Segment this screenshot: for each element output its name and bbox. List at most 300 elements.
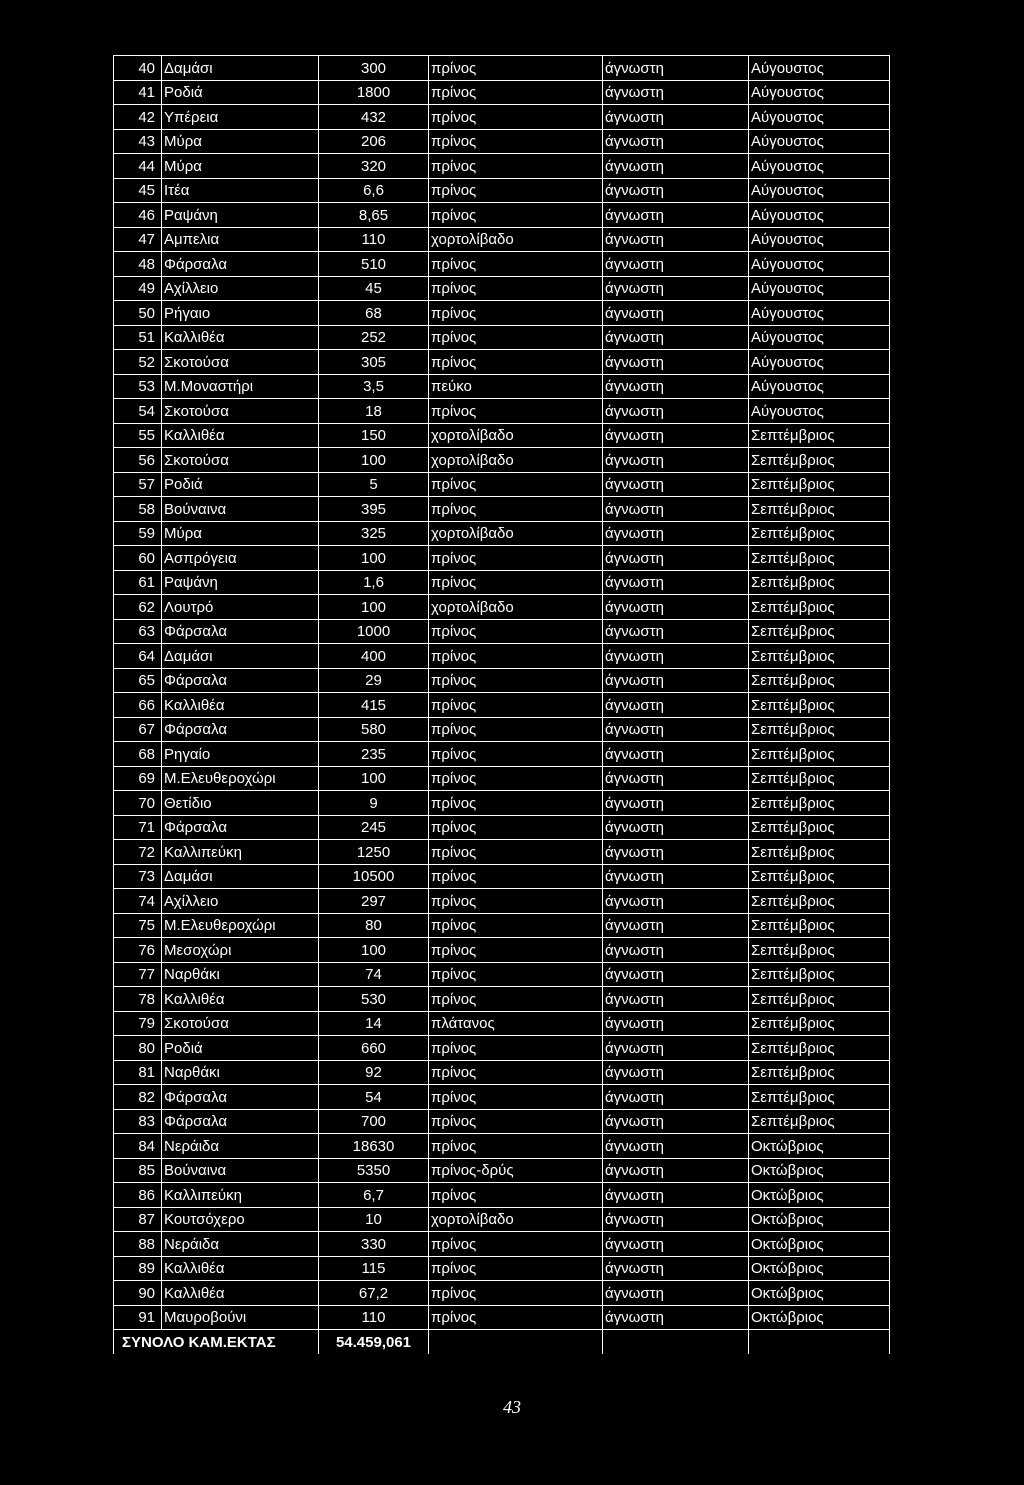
cell-vegetation: χορτολίβαδο <box>429 448 603 473</box>
cell-burned-area: 305 <box>319 350 429 375</box>
cell-number: 49 <box>114 276 162 301</box>
cell-month: Σεπτέμβριος <box>749 1109 890 1134</box>
cell-number: 81 <box>114 1060 162 1085</box>
cell-location: Φάρσαλα <box>162 815 319 840</box>
cell-location: Μύρα <box>162 129 319 154</box>
cell-vegetation: πρίνος <box>429 1183 603 1208</box>
table-row <box>114 864 890 889</box>
cell-month: Αύγουστος <box>749 203 890 228</box>
cell-location: Φάρσαλα <box>162 619 319 644</box>
cell-location: Μεσοχώρι <box>162 938 319 963</box>
cell-number: 44 <box>114 154 162 179</box>
cell-number: 63 <box>114 619 162 644</box>
cell-month: Σεπτέμβριος <box>749 864 890 889</box>
cell-cause: άγνωστη <box>603 276 749 301</box>
cell-month: Σεπτέμβριος <box>749 987 890 1012</box>
cell-location: Αμπελια <box>162 227 319 252</box>
cell-vegetation: χορτολίβαδο <box>429 1207 603 1232</box>
cell-cause: άγνωστη <box>603 1232 749 1257</box>
cell-cause: άγνωστη <box>603 938 749 963</box>
cell-burned-area: 700 <box>319 1109 429 1134</box>
cell-month: Αύγουστος <box>749 325 890 350</box>
cell-cause: άγνωστη <box>603 815 749 840</box>
cell-number: 60 <box>114 546 162 571</box>
cell-number: 57 <box>114 472 162 497</box>
total-row <box>114 1330 890 1354</box>
cell-cause: άγνωστη <box>603 1158 749 1183</box>
cell-vegetation: πρίνος <box>429 1281 603 1306</box>
cell-number: 65 <box>114 668 162 693</box>
cell-burned-area: 92 <box>319 1060 429 1085</box>
cell-burned-area: 110 <box>319 227 429 252</box>
table-row <box>114 570 890 595</box>
cell-cause: άγνωστη <box>603 987 749 1012</box>
cell-vegetation: πρίνος <box>429 668 603 693</box>
cell-month: Σεπτέμβριος <box>749 1085 890 1110</box>
table-row <box>114 350 890 375</box>
cell-burned-area: 206 <box>319 129 429 154</box>
cell-location: Καλλιθέα <box>162 987 319 1012</box>
cell-cause: άγνωστη <box>603 668 749 693</box>
table-row <box>114 840 890 865</box>
table-row <box>114 374 890 399</box>
cell-vegetation: πρίνος <box>429 644 603 669</box>
cell-cause: άγνωστη <box>603 1036 749 1061</box>
cell-number: 80 <box>114 1036 162 1061</box>
cell-cause: άγνωστη <box>603 497 749 522</box>
cell-location: Νεράιδα <box>162 1232 319 1257</box>
cell-cause: άγνωστη <box>603 864 749 889</box>
cell-burned-area: 1000 <box>319 619 429 644</box>
table-row <box>114 1109 890 1134</box>
cell-cause: άγνωστη <box>603 129 749 154</box>
cell-number: 59 <box>114 521 162 546</box>
table-row <box>114 913 890 938</box>
cell-vegetation: πρίνος <box>429 497 603 522</box>
cell-number: 84 <box>114 1134 162 1159</box>
cell-location: Νεράιδα <box>162 1134 319 1159</box>
cell-number: 88 <box>114 1232 162 1257</box>
cell-location: Καλλιθέα <box>162 325 319 350</box>
cell-cause: άγνωστη <box>603 56 749 81</box>
cell-month: Σεπτέμβριος <box>749 1036 890 1061</box>
cell-location: Αχίλλειο <box>162 276 319 301</box>
table-row <box>114 448 890 473</box>
cell-month: Οκτώβριος <box>749 1207 890 1232</box>
cell-cause: άγνωστη <box>603 178 749 203</box>
cell-number: 73 <box>114 864 162 889</box>
cell-burned-area: 74 <box>319 962 429 987</box>
cell-vegetation: πρίνος <box>429 1256 603 1281</box>
cell-burned-area: 297 <box>319 889 429 914</box>
cell-month: Αύγουστος <box>749 252 890 277</box>
cell-location: Ρήγαιο <box>162 301 319 326</box>
cell-month: Αύγουστος <box>749 276 890 301</box>
cell-vegetation: πρίνος <box>429 129 603 154</box>
cell-month: Αύγουστος <box>749 129 890 154</box>
cell-vegetation: χορτολίβαδο <box>429 227 603 252</box>
cell-month: Σεπτέμβριος <box>749 644 890 669</box>
cell-number: 82 <box>114 1085 162 1110</box>
cell-cause: άγνωστη <box>603 570 749 595</box>
cell-vegetation: πρίνος <box>429 962 603 987</box>
cell-location: Καλλιθέα <box>162 1281 319 1306</box>
cell-number: 50 <box>114 301 162 326</box>
cell-vegetation: πρίνος <box>429 815 603 840</box>
table-row <box>114 546 890 571</box>
cell-cause: άγνωστη <box>603 1256 749 1281</box>
cell-location: Υπέρεια <box>162 105 319 130</box>
cell-number: 79 <box>114 1011 162 1036</box>
cell-burned-area: 235 <box>319 742 429 767</box>
cell-vegetation: πλάτανος <box>429 1011 603 1036</box>
cell-vegetation: πρίνος <box>429 399 603 424</box>
table-row <box>114 1281 890 1306</box>
table-row <box>114 1158 890 1183</box>
cell-vegetation: πρίνος <box>429 546 603 571</box>
table-row <box>114 987 890 1012</box>
cell-vegetation: πρίνος <box>429 938 603 963</box>
cell-location: Καλλιθέα <box>162 1256 319 1281</box>
cell-burned-area: 100 <box>319 595 429 620</box>
cell-vegetation: πρίνος <box>429 350 603 375</box>
cell-burned-area: 330 <box>319 1232 429 1257</box>
cell-location: Ροδιά <box>162 1036 319 1061</box>
cell-vegetation: πρίνος <box>429 1109 603 1134</box>
cell-vegetation: πρίνος <box>429 766 603 791</box>
table-row <box>114 766 890 791</box>
cell-location: Δαμάσι <box>162 644 319 669</box>
cell-location: Καλλιθέα <box>162 423 319 448</box>
cell-cause: άγνωστη <box>603 791 749 816</box>
cell-burned-area: 300 <box>319 56 429 81</box>
table-row <box>114 252 890 277</box>
table-row <box>114 815 890 840</box>
cell-month: Σεπτέμβριος <box>749 815 890 840</box>
cell-month: Οκτώβριος <box>749 1256 890 1281</box>
cell-month: Σεπτέμβριος <box>749 521 890 546</box>
cell-cause: άγνωστη <box>603 1011 749 1036</box>
table-row <box>114 325 890 350</box>
cell-burned-area: 67,2 <box>319 1281 429 1306</box>
table-row <box>114 105 890 130</box>
cell-number: 76 <box>114 938 162 963</box>
table-row <box>114 1207 890 1232</box>
cell-cause: άγνωστη <box>603 203 749 228</box>
cell-burned-area: 18630 <box>319 1134 429 1159</box>
cell-burned-area: 245 <box>319 815 429 840</box>
cell-number: 55 <box>114 423 162 448</box>
table-row <box>114 938 890 963</box>
cell-number: 77 <box>114 962 162 987</box>
cell-burned-area: 252 <box>319 325 429 350</box>
cell-burned-area: 100 <box>319 938 429 963</box>
cell-month: Αύγουστος <box>749 227 890 252</box>
total-empty-cell <box>429 1330 603 1354</box>
cell-month: Σεπτέμβριος <box>749 546 890 571</box>
cell-vegetation: πρίνος <box>429 472 603 497</box>
cell-vegetation: πρίνος <box>429 252 603 277</box>
cell-location: Θετίδιο <box>162 791 319 816</box>
cell-month: Σεπτέμβριος <box>749 472 890 497</box>
cell-location: Φάρσαλα <box>162 1109 319 1134</box>
cell-month: Σεπτέμβριος <box>749 619 890 644</box>
cell-vegetation: χορτολίβαδο <box>429 423 603 448</box>
cell-location: Ασπρόγεια <box>162 546 319 571</box>
cell-month: Αύγουστος <box>749 105 890 130</box>
cell-cause: άγνωστη <box>603 1109 749 1134</box>
cell-vegetation: πρίνος <box>429 987 603 1012</box>
cell-location: Φάρσαλα <box>162 1085 319 1110</box>
cell-burned-area: 5350 <box>319 1158 429 1183</box>
cell-number: 70 <box>114 791 162 816</box>
cell-vegetation: πρίνος <box>429 1305 603 1330</box>
table-row <box>114 399 890 424</box>
table-row <box>114 1036 890 1061</box>
cell-burned-area: 415 <box>319 693 429 718</box>
cell-number: 54 <box>114 399 162 424</box>
cell-cause: άγνωστη <box>603 1085 749 1110</box>
cell-number: 56 <box>114 448 162 473</box>
cell-cause: άγνωστη <box>603 399 749 424</box>
cell-vegetation: πρίνος <box>429 154 603 179</box>
cell-cause: άγνωστη <box>603 1281 749 1306</box>
cell-number: 74 <box>114 889 162 914</box>
table-row <box>114 742 890 767</box>
cell-location: Ραψάνη <box>162 203 319 228</box>
cell-number: 66 <box>114 693 162 718</box>
cell-burned-area: 1800 <box>319 80 429 105</box>
cell-month: Οκτώβριος <box>749 1232 890 1257</box>
cell-cause: άγνωστη <box>603 742 749 767</box>
cell-location: Μ.Ελευθεροχώρι <box>162 766 319 791</box>
cell-vegetation: πρίνος <box>429 1232 603 1257</box>
cell-vegetation: πρίνος <box>429 791 603 816</box>
table-row <box>114 962 890 987</box>
cell-burned-area: 110 <box>319 1305 429 1330</box>
cell-vegetation: πρίνος <box>429 178 603 203</box>
cell-month: Σεπτέμβριος <box>749 742 890 767</box>
cell-cause: άγνωστη <box>603 521 749 546</box>
table-row <box>114 668 890 693</box>
table-row <box>114 595 890 620</box>
cell-number: 42 <box>114 105 162 130</box>
table-row <box>114 1060 890 1085</box>
cell-number: 51 <box>114 325 162 350</box>
cell-month: Αύγουστος <box>749 399 890 424</box>
cell-number: 90 <box>114 1281 162 1306</box>
cell-vegetation: χορτολίβαδο <box>429 521 603 546</box>
cell-number: 67 <box>114 717 162 742</box>
cell-month: Σεπτέμβριος <box>749 668 890 693</box>
total-empty-cell <box>749 1330 890 1354</box>
cell-number: 58 <box>114 497 162 522</box>
cell-month: Σεπτέμβριος <box>749 693 890 718</box>
cell-number: 64 <box>114 644 162 669</box>
cell-burned-area: 530 <box>319 987 429 1012</box>
cell-location: Μ.Μοναστήρι <box>162 374 319 399</box>
cell-number: 89 <box>114 1256 162 1281</box>
cell-cause: άγνωστη <box>603 717 749 742</box>
cell-month: Οκτώβριος <box>749 1305 890 1330</box>
cell-vegetation: πρίνος <box>429 717 603 742</box>
cell-number: 69 <box>114 766 162 791</box>
total-empty-cell <box>603 1330 749 1354</box>
total-label: ΣΥΝΟΛΟ ΚΑΜ.ΕΚΤΑΣ <box>114 1330 319 1354</box>
cell-location: Σκοτούσα <box>162 448 319 473</box>
cell-cause: άγνωστη <box>603 1134 749 1159</box>
table-row <box>114 56 890 81</box>
cell-burned-area: 68 <box>319 301 429 326</box>
cell-vegetation: πρίνος <box>429 1134 603 1159</box>
cell-location: Σκοτούσα <box>162 1011 319 1036</box>
cell-vegetation: πρίνος <box>429 1060 603 1085</box>
table-row <box>114 1011 890 1036</box>
cell-month: Σεπτέμβριος <box>749 497 890 522</box>
cell-location: Ροδιά <box>162 80 319 105</box>
table-row <box>114 1085 890 1110</box>
cell-cause: άγνωστη <box>603 619 749 644</box>
cell-burned-area: 54 <box>319 1085 429 1110</box>
cell-location: Καλλιπεύκη <box>162 840 319 865</box>
cell-number: 48 <box>114 252 162 277</box>
cell-cause: άγνωστη <box>603 546 749 571</box>
table-row <box>114 80 890 105</box>
cell-vegetation: χορτολίβαδο <box>429 595 603 620</box>
cell-location: Μύρα <box>162 154 319 179</box>
cell-burned-area: 100 <box>319 448 429 473</box>
cell-vegetation: πρίνος <box>429 864 603 889</box>
cell-location: Ιτέα <box>162 178 319 203</box>
cell-month: Αύγουστος <box>749 350 890 375</box>
table-row <box>114 472 890 497</box>
table-row <box>114 1305 890 1330</box>
cell-burned-area: 150 <box>319 423 429 448</box>
cell-burned-area: 325 <box>319 521 429 546</box>
cell-location: Κουτσόχερο <box>162 1207 319 1232</box>
cell-burned-area: 100 <box>319 546 429 571</box>
cell-location: Καλλιπεύκη <box>162 1183 319 1208</box>
cell-burned-area: 18 <box>319 399 429 424</box>
cell-burned-area: 100 <box>319 766 429 791</box>
cell-burned-area: 8,65 <box>319 203 429 228</box>
table-row <box>114 644 890 669</box>
cell-location: Σκοτούσα <box>162 350 319 375</box>
table-row <box>114 227 890 252</box>
cell-number: 71 <box>114 815 162 840</box>
cell-vegetation: πρίνος <box>429 56 603 81</box>
cell-month: Αύγουστος <box>749 56 890 81</box>
cell-cause: άγνωστη <box>603 105 749 130</box>
cell-location: Φάρσαλα <box>162 252 319 277</box>
cell-vegetation: πρίνος <box>429 693 603 718</box>
cell-location: Αχίλλειο <box>162 889 319 914</box>
cell-number: 61 <box>114 570 162 595</box>
cell-cause: άγνωστη <box>603 325 749 350</box>
cell-location: Μ.Ελευθεροχώρι <box>162 913 319 938</box>
fires-table-body <box>114 56 890 1354</box>
cell-location: Λουτρό <box>162 595 319 620</box>
cell-cause: άγνωστη <box>603 1183 749 1208</box>
cell-cause: άγνωστη <box>603 595 749 620</box>
cell-number: 72 <box>114 840 162 865</box>
cell-cause: άγνωστη <box>603 766 749 791</box>
cell-cause: άγνωστη <box>603 472 749 497</box>
cell-month: Σεπτέμβριος <box>749 570 890 595</box>
table-row <box>114 203 890 228</box>
cell-month: Σεπτέμβριος <box>749 448 890 473</box>
cell-cause: άγνωστη <box>603 1060 749 1085</box>
cell-cause: άγνωστη <box>603 962 749 987</box>
cell-month: Αύγουστος <box>749 80 890 105</box>
cell-burned-area: 29 <box>319 668 429 693</box>
cell-month: Οκτώβριος <box>749 1158 890 1183</box>
cell-number: 40 <box>114 56 162 81</box>
cell-number: 62 <box>114 595 162 620</box>
cell-number: 41 <box>114 80 162 105</box>
cell-month: Σεπτέμβριος <box>749 791 890 816</box>
cell-vegetation: πεύκο <box>429 374 603 399</box>
cell-cause: άγνωστη <box>603 423 749 448</box>
cell-number: 68 <box>114 742 162 767</box>
table-row <box>114 497 890 522</box>
table-row <box>114 1134 890 1159</box>
cell-cause: άγνωστη <box>603 227 749 252</box>
cell-month: Σεπτέμβριος <box>749 595 890 620</box>
cell-location: Καλλιθέα <box>162 693 319 718</box>
cell-burned-area: 1250 <box>319 840 429 865</box>
cell-cause: άγνωστη <box>603 1207 749 1232</box>
table-row <box>114 1256 890 1281</box>
cell-location: Ροδιά <box>162 472 319 497</box>
cell-location: Φάρσαλα <box>162 717 319 742</box>
cell-cause: άγνωστη <box>603 889 749 914</box>
cell-location: Σκοτούσα <box>162 399 319 424</box>
cell-month: Σεπτέμβριος <box>749 938 890 963</box>
table-row <box>114 791 890 816</box>
table-row <box>114 178 890 203</box>
cell-vegetation: πρίνος <box>429 276 603 301</box>
cell-burned-area: 6,7 <box>319 1183 429 1208</box>
cell-location: Ρηγαίο <box>162 742 319 767</box>
table-row <box>114 521 890 546</box>
total-area: 54.459,061 <box>319 1330 429 1354</box>
cell-number: 45 <box>114 178 162 203</box>
table-row <box>114 1232 890 1257</box>
cell-vegetation: πρίνος <box>429 913 603 938</box>
cell-month: Σεπτέμβριος <box>749 913 890 938</box>
table-row <box>114 301 890 326</box>
cell-burned-area: 6,6 <box>319 178 429 203</box>
cell-burned-area: 9 <box>319 791 429 816</box>
cell-cause: άγνωστη <box>603 644 749 669</box>
cell-month: Σεπτέμβριος <box>749 1011 890 1036</box>
cell-burned-area: 10500 <box>319 864 429 889</box>
cell-location: Ναρθάκι <box>162 1060 319 1085</box>
cell-month: Αύγουστος <box>749 301 890 326</box>
cell-burned-area: 1,6 <box>319 570 429 595</box>
cell-number: 46 <box>114 203 162 228</box>
cell-location: Βούναινα <box>162 497 319 522</box>
cell-month: Σεπτέμβριος <box>749 962 890 987</box>
cell-location: Δαμάσι <box>162 56 319 81</box>
cell-vegetation: πρίνος <box>429 742 603 767</box>
cell-cause: άγνωστη <box>603 301 749 326</box>
table-row <box>114 423 890 448</box>
cell-number: 85 <box>114 1158 162 1183</box>
cell-location: Δαμάσι <box>162 864 319 889</box>
cell-cause: άγνωστη <box>603 448 749 473</box>
